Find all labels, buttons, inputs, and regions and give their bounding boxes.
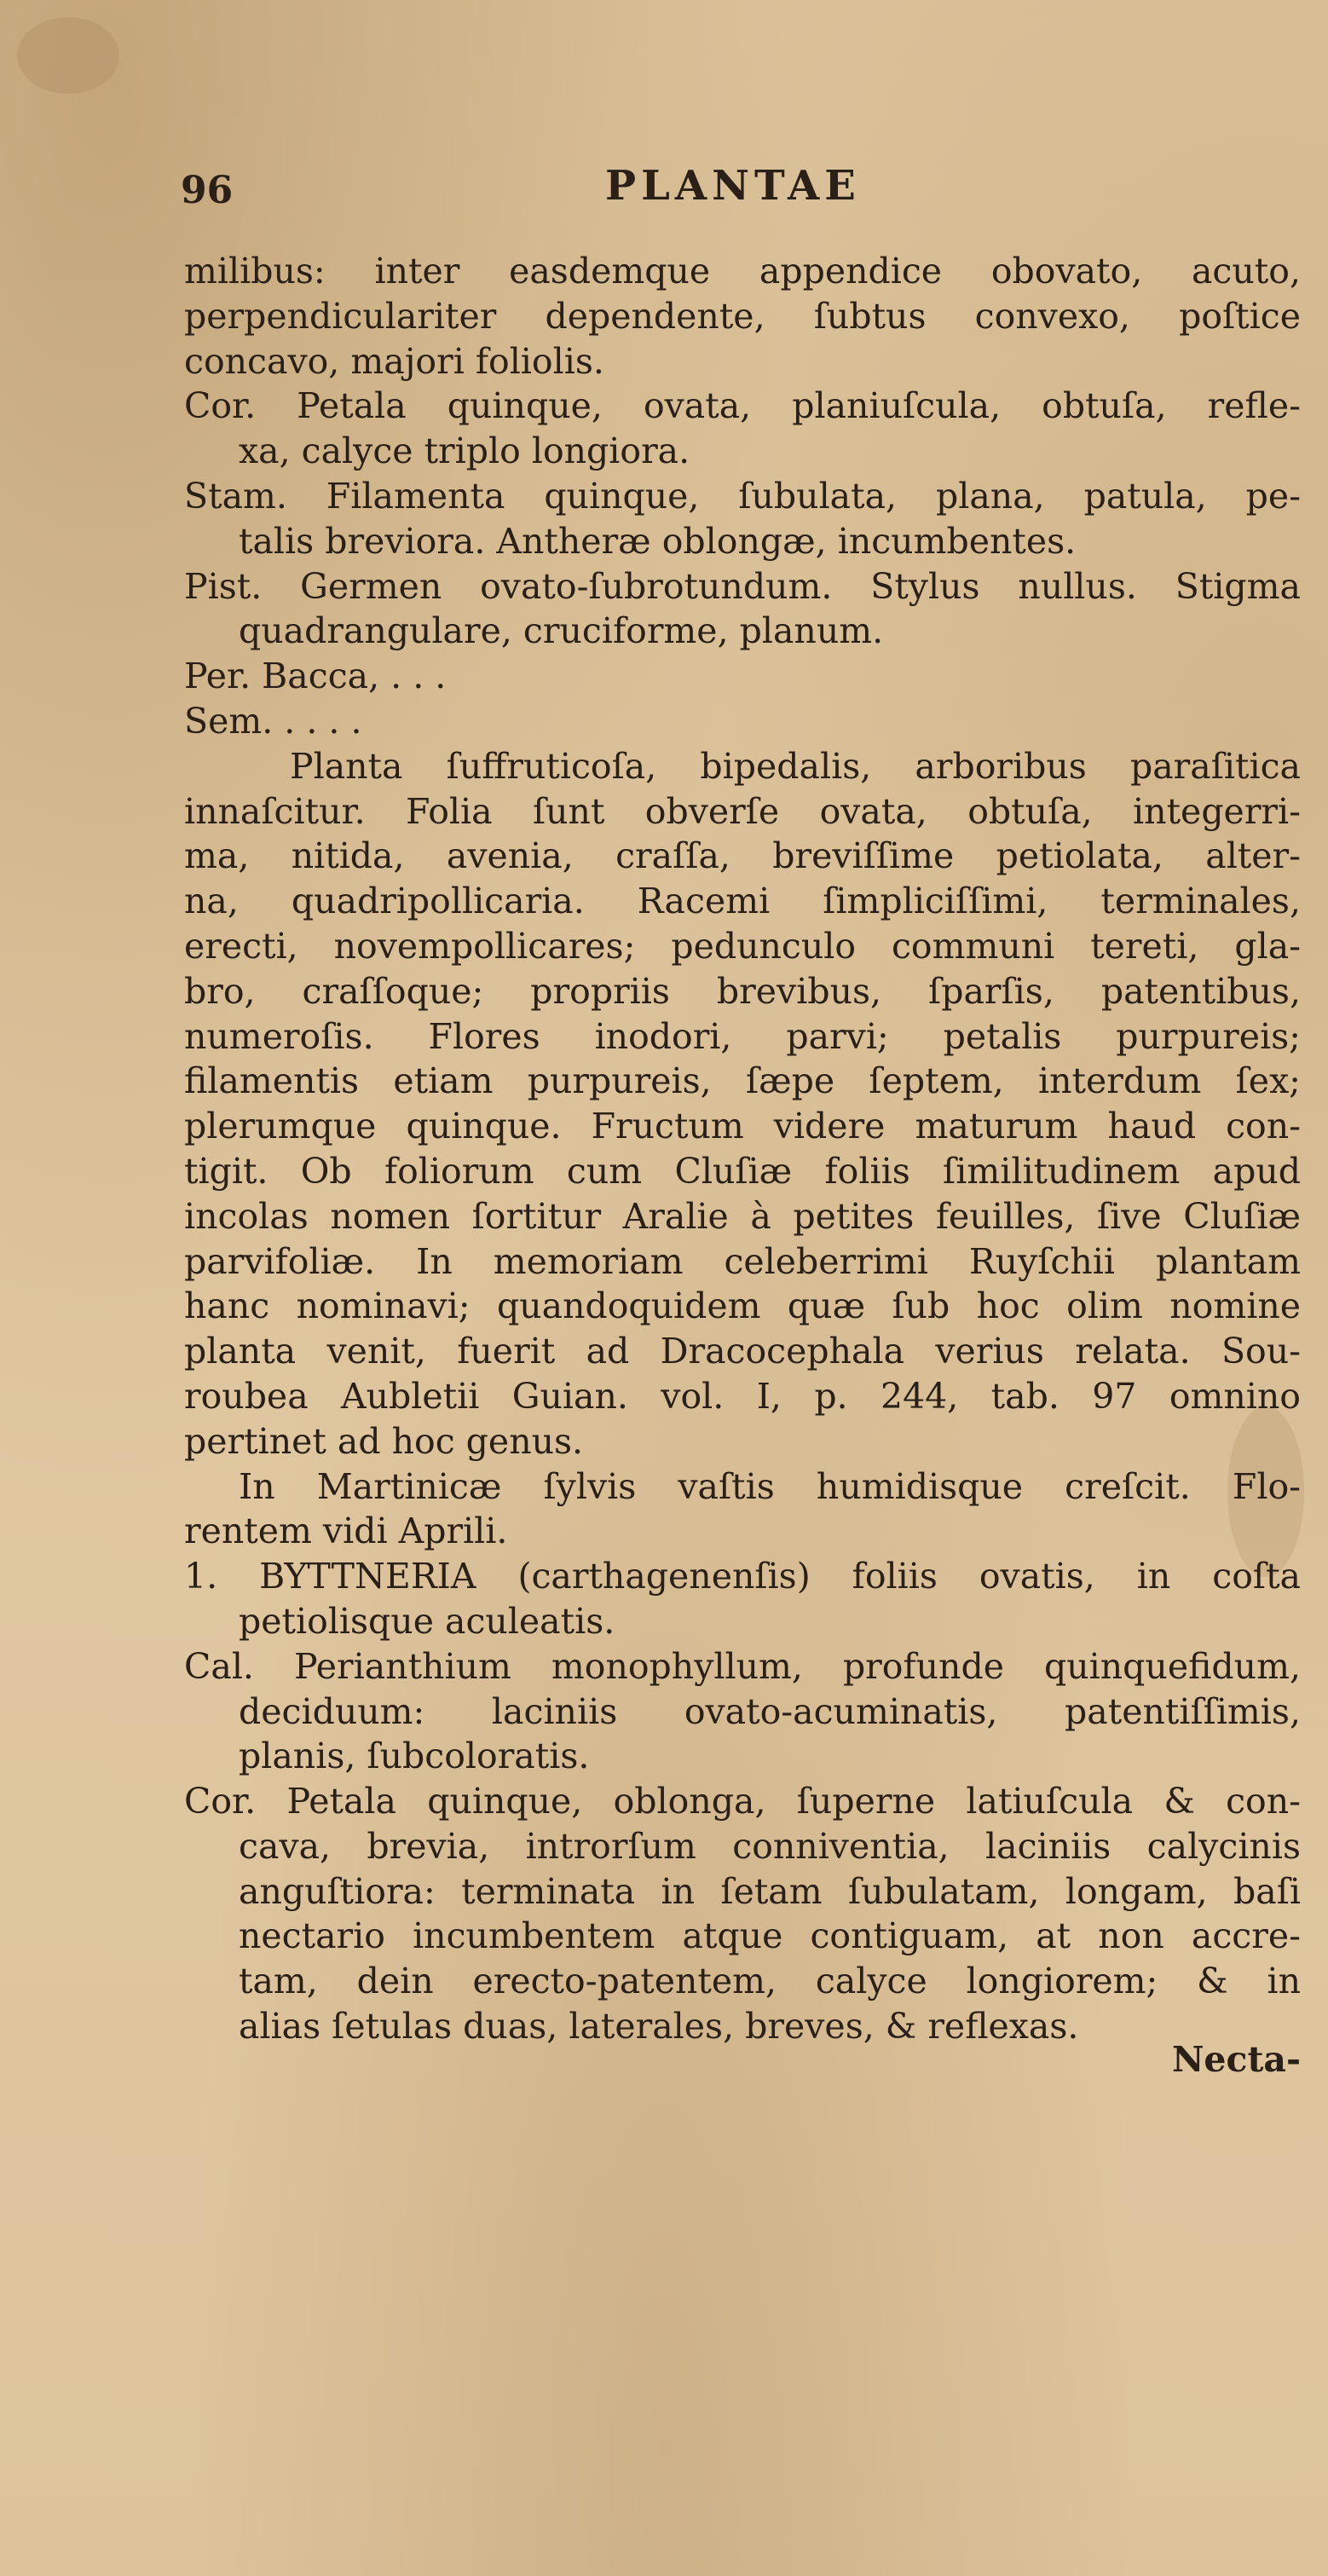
text-line: filamentis etiam purpureis, ſæpe ſeptem, interdum ſex; <box>184 1060 1301 1102</box>
catchword: Necta- <box>1171 2039 1301 2080</box>
text-line: erecti, novempollicares; pedunculo communi tereti, gla- <box>184 925 1301 967</box>
text-line: nectario incumbentem atque contiguam, at non accre- <box>239 1915 1301 1957</box>
text-line: cava, brevia, introrſum conniventia, laciniis calycinis <box>239 1825 1301 1867</box>
text-line: Planta ſuffruticoſa, bipedalis, arboribus paraſitica <box>290 745 1301 787</box>
text-line: petiolisque aculeatis. <box>239 1600 615 1642</box>
text-line: 1. BYTTNERIA (carthagenenſis) foliis ovatis, in coſta <box>184 1556 1301 1597</box>
text-line: concavo, majori foliolis. <box>184 340 604 382</box>
text-line: rentem vidi Aprili. <box>184 1510 508 1552</box>
text-line: alias ſetulas duas, laterales, breves, & reflexas. <box>239 2006 1079 2048</box>
text-line: milibus: inter easdemque appendice obovato, acuto, <box>184 251 1301 292</box>
text-line: Per. Bacca, . . . <box>184 656 447 697</box>
text-line: Stam. Filamenta quinque, ſubulata, plana, patula, pe- <box>184 475 1301 517</box>
text-line: anguſtiora: terminata in ſetam ſubulatam, longam, baſi <box>239 1870 1301 1912</box>
text-line: In Martinicæ ſylvis vaſtis humidisque creſcit. Flo- <box>239 1465 1301 1507</box>
text-line: tigit. Ob foliorum cum Cluſiæ foliis ſimilitudinem apud <box>184 1150 1301 1192</box>
text-line: innaſcitur. Folia ſunt obverſe ovata, obtuſa, integerri- <box>184 790 1301 832</box>
text-line: roubea Aubletii Guian. vol. I, p. 244, tab. 97 omnino <box>184 1375 1301 1417</box>
text-line: Pist. Germen ovato-ſubrotundum. Stylus nullus. Stigma <box>184 565 1301 607</box>
text-line: planis, ſubcoloratis. <box>239 1736 590 1777</box>
text-line: perpendiculariter dependente, ſubtus convexo, poſtice <box>184 295 1301 337</box>
text-line: Cor. Petala quinque, oblonga, ſuperne latiuſcula & con- <box>184 1781 1301 1822</box>
body-text <box>184 249 1301 2049</box>
text-line: Cal. Perianthium monophyllum, profunde quinquefidum, <box>184 1645 1301 1687</box>
running-head: PLANTAE <box>605 162 861 210</box>
text-line: planta venit, fuerit ad Dracocephala verius relata. Sou- <box>184 1331 1301 1372</box>
page-header <box>0 162 1328 230</box>
text-line: bro, craſſoque; propriis brevibus, ſparſis, patentibus, <box>184 970 1301 1012</box>
text-line: plerumque quinque. Fructum videre maturum haud con- <box>184 1106 1301 1147</box>
text-line: Sem. . . . . <box>184 700 362 742</box>
text-line: pertinet ad hoc genus. <box>184 1420 584 1462</box>
text-line: ma, nitida, avenia, craſſa, breviſſime petiolata, alter- <box>184 835 1301 877</box>
text-line: deciduum: laciniis ovato-acuminatis, patentiſſimis, <box>239 1690 1301 1732</box>
text-line: numeroſis. Flores inodori, parvi; petalis purpureis; <box>184 1015 1301 1057</box>
text-line: tam, dein erecto-patentem, calyce longiorem; & in <box>239 1961 1301 2002</box>
text-line: hanc nominavi; quandoquidem quæ ſub hoc olim nomine <box>184 1285 1301 1327</box>
text-line: Cor. Petala quinque, ovata, planiuſcula, obtuſa, refle- <box>184 385 1301 427</box>
text-line: na, quadripollicaria. Racemi ſimpliciſſimi, terminales, <box>184 881 1301 922</box>
text-line: xa, calyce triplo longiora. <box>239 430 690 472</box>
text-line: talis breviora. Antheræ oblongæ, incumbentes. <box>239 520 1077 562</box>
page-number: 96 <box>181 169 234 212</box>
text-line: quadrangulare, cruciforme, planum. <box>239 610 884 652</box>
text-line: incolas nomen ſortitur Aralie à petites feuilles, ſive Cluſiæ <box>184 1195 1301 1237</box>
text-line: parvifoliæ. In memoriam celeberrimi Ruyſchii plantam <box>184 1240 1301 1282</box>
